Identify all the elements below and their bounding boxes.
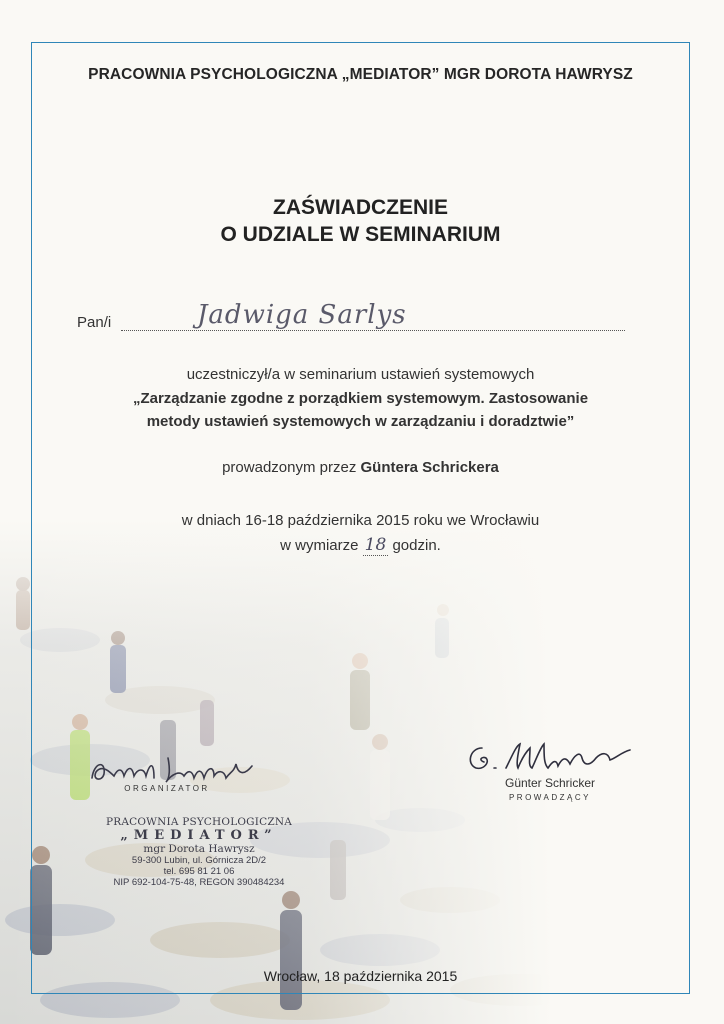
title-line-1: ZAŚWIADCZENIE <box>273 196 448 219</box>
organization-stamp <box>96 816 302 888</box>
stamp-line-5: tel. 695 81 21 06 <box>163 866 235 877</box>
seminar-topic-line-2: metody ustawień systemowych w zarządzaniu i doradztwie” <box>146 413 575 430</box>
leader-signature <box>460 738 650 778</box>
leader-name: Günter Schricker <box>504 776 596 790</box>
seminar-dates: w dniach 16-18 października 2015 roku we Wrocławiu <box>181 512 540 529</box>
stamp-line-4: 59-300 Lubin, ul. Górnicza 2D/2 <box>131 855 267 866</box>
organizer-signature <box>88 752 258 788</box>
leader-role: PROWADZĄCY <box>508 793 592 802</box>
stamp-line-1: PRACOWNIA PSYCHOLOGICZNA <box>105 816 293 828</box>
title-line-2: O UDZIALE W SEMINARIUM <box>220 223 501 246</box>
hours-prefix: w wymiarze <box>280 537 363 554</box>
participation-text: uczestniczył/a w seminarium ustawień systemowych <box>186 366 535 383</box>
stamp-line-2: „MEDIATOR” <box>120 828 278 843</box>
stamp-line-3: mgr Dorota Hawrysz <box>143 843 255 855</box>
organizer-role: ORGANIZATOR <box>124 784 210 793</box>
participant-dotted-line <box>121 330 625 331</box>
seminar-topic-line-1: „Zarządzanie zgodne z porządkiem systemowym. Zastosowanie <box>132 390 589 407</box>
stamp-line-6: NIP 692-104-75-48, REGON 390484234 <box>113 877 285 888</box>
led-by-name: Güntera Schrickera <box>360 459 499 476</box>
institution-header: PRACOWNIA PSYCHOLOGICZNA „MEDIATOR” MGR DOROTA HAWRYSZ <box>88 66 633 83</box>
participant-label: Pan/i <box>77 314 112 331</box>
participant-row <box>77 300 625 334</box>
hours-line <box>31 535 690 555</box>
led-by-line <box>31 459 690 476</box>
certificate-title <box>31 194 690 248</box>
hours-value: 18 <box>364 535 387 555</box>
led-by-prefix: prowadzonym przez <box>222 459 361 476</box>
place-and-date: Wrocław, 18 października 2015 <box>263 968 458 984</box>
participant-name: Jadwiga Sarlys <box>197 300 407 330</box>
hours-suffix: godzin. <box>388 537 441 554</box>
